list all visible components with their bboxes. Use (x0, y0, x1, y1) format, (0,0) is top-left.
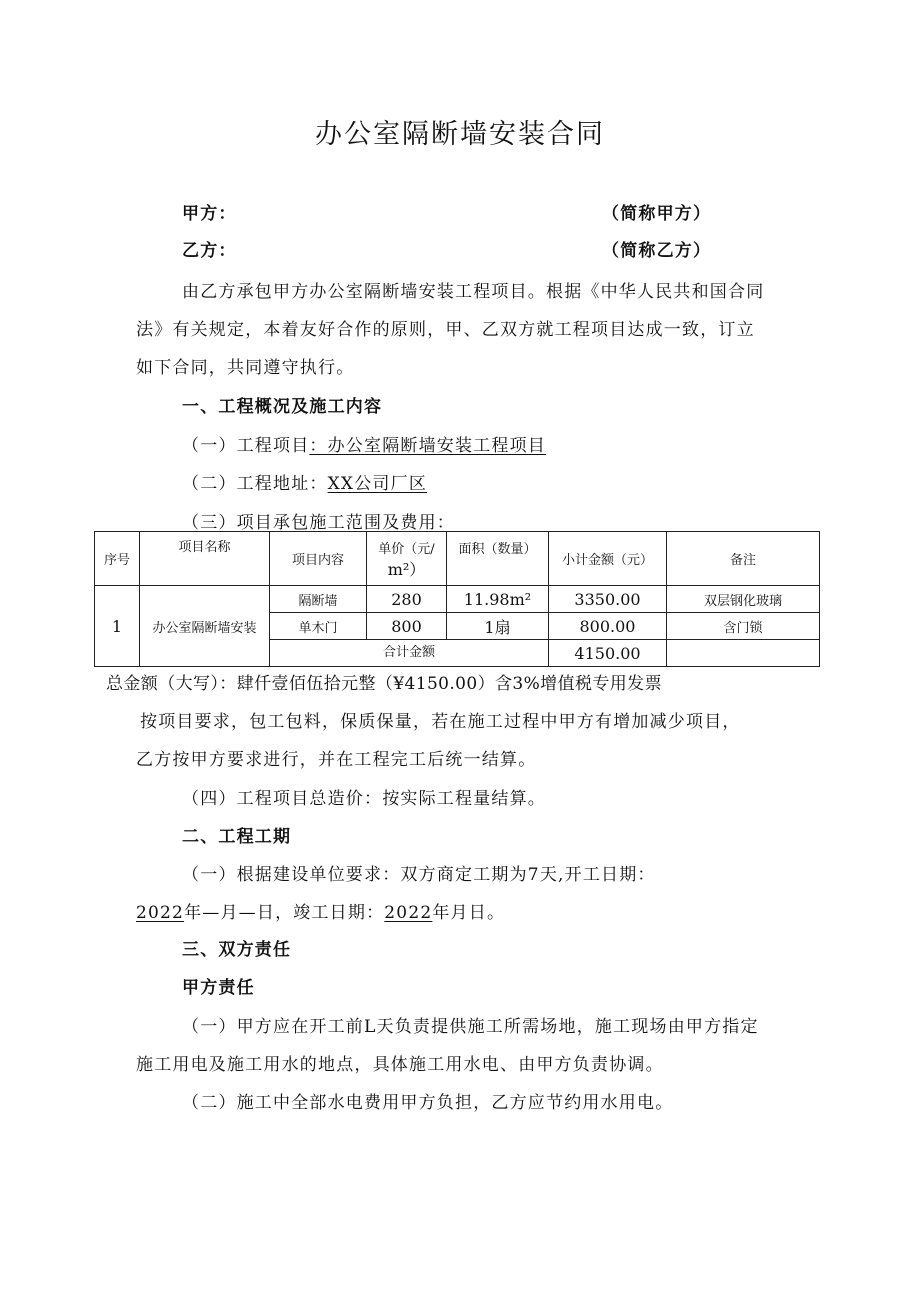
total-label: 合计金额 (270, 640, 549, 667)
header-unit-price (367, 532, 447, 586)
row-price: 800 (367, 613, 447, 640)
row-subtotal: 800.00 (549, 613, 667, 640)
row-subtotal: 3350.00 (549, 586, 667, 613)
address-item-prefix: （二）工程地址： (182, 474, 328, 494)
intro-line-2: 法》有关规定，本着友好合作的原则，甲、乙双方就工程项目达成一致，订立 (136, 320, 755, 340)
contract-title: 办公室隔断墙安装合同 (315, 119, 605, 150)
header-content: 项目内容 (270, 532, 367, 586)
total-cost-item: （四）工程项目总造价：按实际工程量结算。 (182, 789, 546, 809)
table-row (95, 586, 820, 613)
party-a-label: 甲方： (182, 204, 237, 224)
table-header-row (95, 532, 820, 586)
row-qty: 1扇 (447, 613, 549, 640)
schedule-line-2 (136, 898, 505, 923)
header-area: 面积（数量） (447, 532, 549, 586)
total-value: 4150.00 (549, 640, 667, 667)
row-qty: 11.98m² (447, 586, 549, 613)
header-unit-price-line1: 单价（元/ (378, 541, 435, 557)
section-2-heading: 二、工程工期 (182, 827, 292, 847)
header-seq: 序号 (95, 532, 140, 586)
project-item-prefix: （一）工程项目 (182, 436, 310, 456)
total-note-empty (667, 640, 820, 667)
para2-line-2: 乙方按甲方要求进行，并在工程完工后统一结算。 (136, 750, 537, 770)
row-note: 双层钢化玻璃 (667, 586, 820, 613)
schedule-line-1: （一）根据建设单位要求：双方商定工期为7天,开工日期： (182, 865, 656, 885)
intro-line-1: 由乙方承包甲方办公室隔断墙安装工程项目。根据《中华人民共和国合同 (182, 282, 765, 302)
row-note: 含门锁 (667, 613, 820, 640)
header-note: 备注 (667, 532, 820, 586)
schedule-end: 年月日。 (432, 903, 506, 923)
duty-2: （二）施工中全部水电费用甲方负担，乙方应节约用水用电。 (182, 1093, 674, 1113)
row-price: 280 (367, 586, 447, 613)
row-seq: 1 (95, 586, 140, 667)
row-content: 单木门 (270, 613, 367, 640)
header-subtotal: 小计金额（元） (549, 532, 667, 586)
total-amount-words: 总金额（大写）：肆仟壹佰伍拾元整（¥4150.00）含3%增值税专用发票 (106, 674, 662, 694)
section-1-heading: 一、工程概况及施工内容 (182, 397, 383, 417)
row-project-name: 办公室隔断墙安装 (140, 586, 270, 667)
intro-line-3: 如下合同，共同遵守执行。 (136, 358, 355, 378)
para2-line-1: 按项目要求，包工包料，保质保量，若在施工过程中甲方有增加减少项目， (140, 712, 741, 732)
fee-table (94, 531, 820, 667)
party-a-duties-heading: 甲方责任 (182, 978, 255, 998)
project-item-value: ：办公室隔断墙安装工程项目 (309, 436, 547, 456)
header-unit-price-line2: m²） (387, 559, 426, 579)
duty-1-line-1: （一）甲方应在开工前L天负责提供施工所需场地，施工现场由甲方指定 (182, 1017, 759, 1037)
start-year: 2022 (136, 903, 185, 923)
end-year: 2022 (384, 903, 433, 923)
party-b-abbr: （简称乙方） (602, 241, 712, 261)
address-item-value: XX公司厂区 (327, 474, 428, 494)
party-a-abbr: （简称甲方） (602, 204, 712, 224)
address-item (182, 469, 427, 494)
section-3-heading: 三、双方责任 (182, 940, 292, 960)
project-item (182, 431, 546, 456)
header-project-name: 项目名称 (140, 532, 270, 586)
row-content: 隔断墙 (270, 586, 367, 613)
scope-item: （三）项目承包施工范围及费用： (182, 513, 455, 533)
duty-1-line-2: 施工用电及施工用水的地点，具体施工用水电、由甲方负责协调。 (136, 1055, 664, 1075)
schedule-mid: 年—月—日，竣工日期： (184, 903, 385, 923)
party-b-label: 乙方： (182, 241, 237, 261)
